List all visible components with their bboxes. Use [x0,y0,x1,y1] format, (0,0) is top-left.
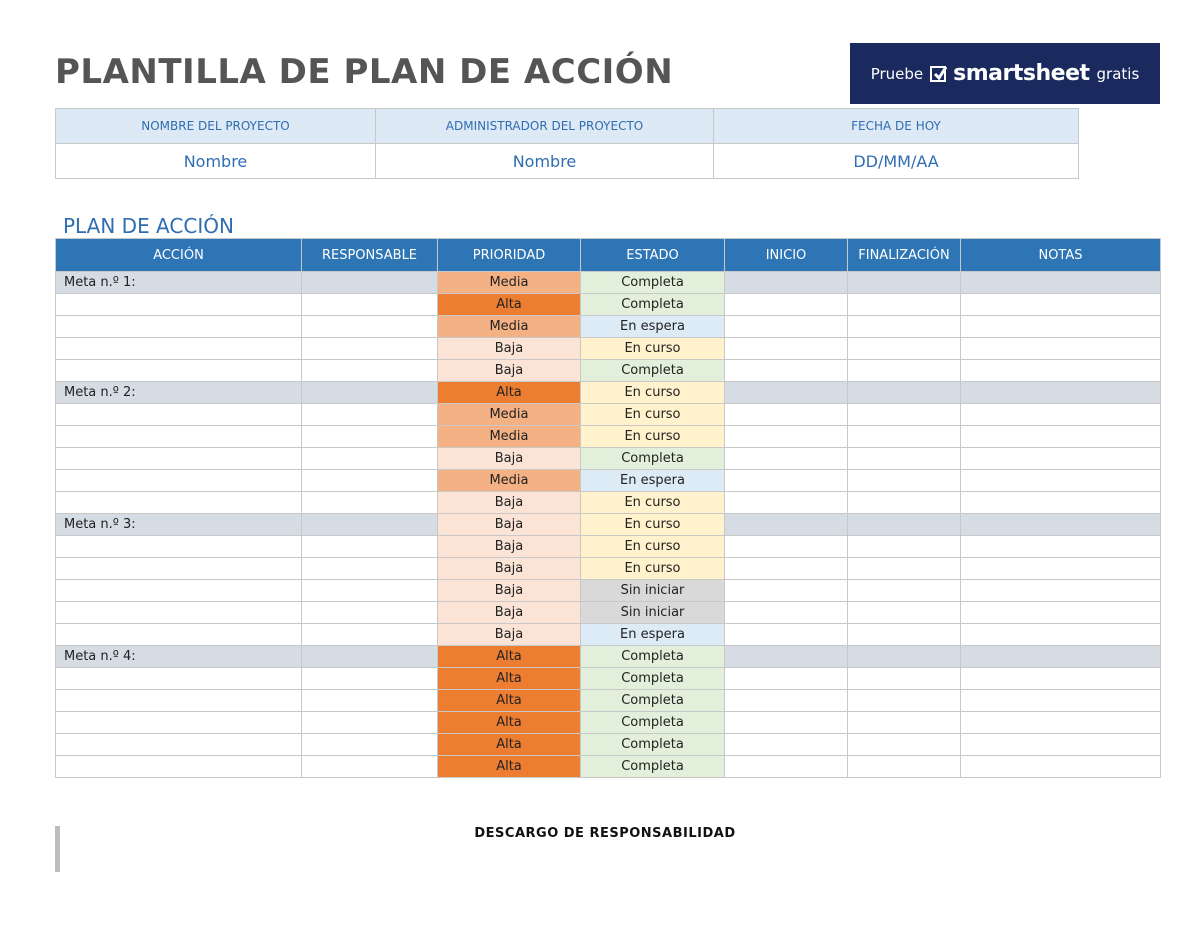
responsible-cell[interactable] [302,646,438,668]
table-row [56,602,1161,624]
priority-cell[interactable]: Baja [438,602,581,624]
priority-cell[interactable]: Media [438,404,581,426]
status-cell[interactable]: En curso [581,536,725,558]
end-date-cell[interactable] [848,690,961,712]
notes-cell[interactable] [961,536,1161,558]
end-date-cell[interactable] [848,624,961,646]
table-row [56,646,1161,668]
responsible-cell[interactable] [302,624,438,646]
notes-cell[interactable] [961,404,1161,426]
start-date-cell[interactable] [725,602,848,624]
today-date-label: FECHA DE HOY [714,109,1079,144]
end-date-cell[interactable] [848,514,961,536]
action-cell[interactable] [56,602,302,624]
priority-cell[interactable]: Alta [438,294,581,316]
notes-cell[interactable] [961,316,1161,338]
priority-cell[interactable]: Alta [438,646,581,668]
notes-cell[interactable] [961,580,1161,602]
priority-cell[interactable]: Media [438,470,581,492]
action-cell[interactable]: Meta n.º 1: [56,272,302,294]
action-cell[interactable] [56,338,302,360]
notes-cell[interactable] [961,294,1161,316]
notes-cell[interactable] [961,272,1161,294]
end-date-cell[interactable] [848,426,961,448]
start-date-cell[interactable] [725,338,848,360]
table-row [56,426,1161,448]
responsible-cell[interactable] [302,536,438,558]
responsible-cell[interactable] [302,338,438,360]
table-row [56,514,1161,536]
table-row [56,492,1161,514]
responsible-cell[interactable] [302,514,438,536]
status-cell[interactable]: Completa [581,448,725,470]
end-date-cell[interactable] [848,602,961,624]
notes-cell[interactable] [961,558,1161,580]
table-row [56,382,1161,404]
project-manager-label: ADMINISTRADOR DEL PROYECTO [376,109,714,144]
checkbox-icon [930,66,946,82]
notes-cell[interactable] [961,712,1161,734]
notes-cell[interactable] [961,624,1161,646]
table-header-row [56,239,1161,272]
end-date-cell[interactable] [848,316,961,338]
col-header-prioridad: PRIORIDAD [438,239,581,272]
responsible-cell[interactable] [302,690,438,712]
priority-cell[interactable]: Baja [438,360,581,382]
start-date-cell[interactable] [725,558,848,580]
start-date-cell[interactable] [725,492,848,514]
priority-cell[interactable]: Baja [438,338,581,360]
col-header-estado: ESTADO [581,239,725,272]
smartsheet-banner[interactable] [850,43,1160,104]
status-cell[interactable]: Completa [581,668,725,690]
action-cell[interactable] [56,558,302,580]
priority-cell[interactable]: Baja [438,536,581,558]
col-header-finalizacion: FINALIZACIÓN [848,239,961,272]
responsible-cell[interactable] [302,558,438,580]
end-date-cell[interactable] [848,272,961,294]
priority-cell[interactable]: Alta [438,756,581,778]
status-cell[interactable]: En espera [581,316,725,338]
action-cell[interactable] [56,536,302,558]
start-date-cell[interactable] [725,580,848,602]
start-date-cell[interactable] [725,668,848,690]
action-cell[interactable] [56,294,302,316]
col-header-accion: ACCIÓN [56,239,302,272]
action-cell[interactable] [56,360,302,382]
table-row [56,360,1161,382]
today-date-field[interactable]: DD/MM/AA [714,144,1079,179]
end-date-cell[interactable] [848,734,961,756]
priority-cell[interactable]: Media [438,426,581,448]
table-row [56,756,1161,778]
status-cell[interactable]: Completa [581,712,725,734]
table-row [56,470,1161,492]
responsible-cell[interactable] [302,426,438,448]
start-date-cell[interactable] [725,712,848,734]
table-row [56,690,1161,712]
col-header-notas: NOTAS [961,239,1161,272]
end-date-cell[interactable] [848,756,961,778]
action-cell[interactable] [56,426,302,448]
table-row [56,404,1161,426]
start-date-cell[interactable] [725,316,848,338]
table-row [56,580,1161,602]
start-date-cell[interactable] [725,756,848,778]
table-row [56,712,1161,734]
status-cell[interactable]: Completa [581,756,725,778]
priority-cell[interactable]: Baja [438,492,581,514]
status-cell[interactable]: Completa [581,734,725,756]
action-cell[interactable] [56,448,302,470]
end-date-cell[interactable] [848,404,961,426]
action-cell[interactable] [56,470,302,492]
status-cell[interactable]: Completa [581,294,725,316]
banner-pre-text: Pruebe [870,64,924,83]
responsible-cell[interactable] [302,492,438,514]
action-cell[interactable] [56,492,302,514]
table-row [56,668,1161,690]
start-date-cell[interactable] [725,624,848,646]
priority-cell[interactable]: Alta [438,690,581,712]
status-cell[interactable]: Completa [581,690,725,712]
status-cell[interactable]: En curso [581,558,725,580]
status-cell[interactable]: En curso [581,426,725,448]
project-info-table [55,108,1079,179]
responsible-cell[interactable] [302,360,438,382]
table-row [56,558,1161,580]
status-cell[interactable]: Sin iniciar [581,602,725,624]
table-row [56,294,1161,316]
start-date-cell[interactable] [725,536,848,558]
table-row [56,316,1161,338]
project-name-field[interactable]: Nombre [56,144,376,179]
notes-cell[interactable] [961,448,1161,470]
responsible-cell[interactable] [302,712,438,734]
status-cell[interactable]: En espera [581,624,725,646]
end-date-cell[interactable] [848,580,961,602]
notes-cell[interactable] [961,734,1161,756]
notes-cell[interactable] [961,756,1161,778]
notes-cell[interactable] [961,646,1161,668]
status-cell[interactable]: Completa [581,272,725,294]
start-date-cell[interactable] [725,690,848,712]
responsible-cell[interactable] [302,294,438,316]
page-title: PLANTILLA DE PLAN DE ACCIÓN [55,52,674,92]
status-cell[interactable]: En curso [581,338,725,360]
end-date-cell[interactable] [848,668,961,690]
notes-cell[interactable] [961,492,1161,514]
notes-cell[interactable] [961,360,1161,382]
notes-cell[interactable] [961,338,1161,360]
action-cell[interactable] [56,580,302,602]
action-cell[interactable]: Meta n.º 3: [56,514,302,536]
end-date-cell[interactable] [848,558,961,580]
priority-cell[interactable]: Alta [438,382,581,404]
action-plan-table [55,238,1161,778]
notes-cell[interactable] [961,690,1161,712]
table-row [56,536,1161,558]
notes-cell[interactable] [961,514,1161,536]
action-cell[interactable] [56,404,302,426]
start-date-cell[interactable] [725,426,848,448]
action-cell[interactable] [56,668,302,690]
responsible-cell[interactable] [302,404,438,426]
col-header-responsable: RESPONSABLE [302,239,438,272]
end-date-cell[interactable] [848,294,961,316]
start-date-cell[interactable] [725,734,848,756]
start-date-cell[interactable] [725,272,848,294]
start-date-cell[interactable] [725,360,848,382]
responsible-cell[interactable] [302,316,438,338]
end-date-cell[interactable] [848,492,961,514]
priority-cell[interactable]: Baja [438,514,581,536]
notes-cell[interactable] [961,470,1161,492]
end-date-cell[interactable] [848,360,961,382]
notes-cell[interactable] [961,426,1161,448]
action-cell[interactable]: Meta n.º 4: [56,646,302,668]
priority-cell[interactable]: Alta [438,712,581,734]
status-cell[interactable]: Completa [581,646,725,668]
responsible-cell[interactable] [302,602,438,624]
table-row [56,448,1161,470]
priority-cell[interactable]: Alta [438,668,581,690]
end-date-cell[interactable] [848,338,961,360]
responsible-cell[interactable] [302,734,438,756]
priority-cell[interactable]: Baja [438,558,581,580]
notes-cell[interactable] [961,382,1161,404]
start-date-cell[interactable] [725,382,848,404]
action-cell[interactable] [56,734,302,756]
action-cell[interactable] [56,316,302,338]
status-cell[interactable]: Completa [581,360,725,382]
status-cell[interactable]: En curso [581,492,725,514]
responsible-cell[interactable] [302,756,438,778]
start-date-cell[interactable] [725,448,848,470]
notes-cell[interactable] [961,602,1161,624]
responsible-cell[interactable] [302,382,438,404]
action-cell[interactable] [56,690,302,712]
end-date-cell[interactable] [848,712,961,734]
banner-post-text: gratis [1096,64,1140,83]
table-row [56,624,1161,646]
project-name-label: NOMBRE DEL PROYECTO [56,109,376,144]
start-date-cell[interactable] [725,404,848,426]
end-date-cell[interactable] [848,470,961,492]
priority-cell[interactable]: Baja [438,624,581,646]
end-date-cell[interactable] [848,536,961,558]
table-row [56,338,1161,360]
status-cell[interactable]: En curso [581,514,725,536]
table-row [56,272,1161,294]
notes-cell[interactable] [961,668,1161,690]
start-date-cell[interactable] [725,294,848,316]
disclaimer-text[interactable]: DESCARGO DE RESPONSABILIDAD [474,826,736,841]
status-cell[interactable]: En curso [581,382,725,404]
end-date-cell[interactable] [848,646,961,668]
start-date-cell[interactable] [725,514,848,536]
priority-cell[interactable]: Alta [438,734,581,756]
responsible-cell[interactable] [302,448,438,470]
action-cell[interactable] [56,712,302,734]
section-title: PLAN DE ACCIÓN [63,214,234,238]
responsible-cell[interactable] [302,272,438,294]
responsible-cell[interactable] [302,470,438,492]
start-date-cell[interactable] [725,646,848,668]
action-cell[interactable]: Meta n.º 2: [56,382,302,404]
priority-cell[interactable]: Baja [438,448,581,470]
priority-cell[interactable]: Media [438,272,581,294]
action-cell[interactable] [56,624,302,646]
action-cell[interactable] [56,756,302,778]
responsible-cell[interactable] [302,580,438,602]
status-cell[interactable]: En curso [581,404,725,426]
status-cell[interactable]: Sin iniciar [581,580,725,602]
priority-cell[interactable]: Baja [438,580,581,602]
end-date-cell[interactable] [848,382,961,404]
end-date-cell[interactable] [848,448,961,470]
banner-brand: smartsheet [953,61,1090,86]
project-manager-field[interactable]: Nombre [376,144,714,179]
start-date-cell[interactable] [725,470,848,492]
status-cell[interactable]: En espera [581,470,725,492]
table-row [56,734,1161,756]
responsible-cell[interactable] [302,668,438,690]
col-header-inicio: INICIO [725,239,848,272]
priority-cell[interactable]: Media [438,316,581,338]
